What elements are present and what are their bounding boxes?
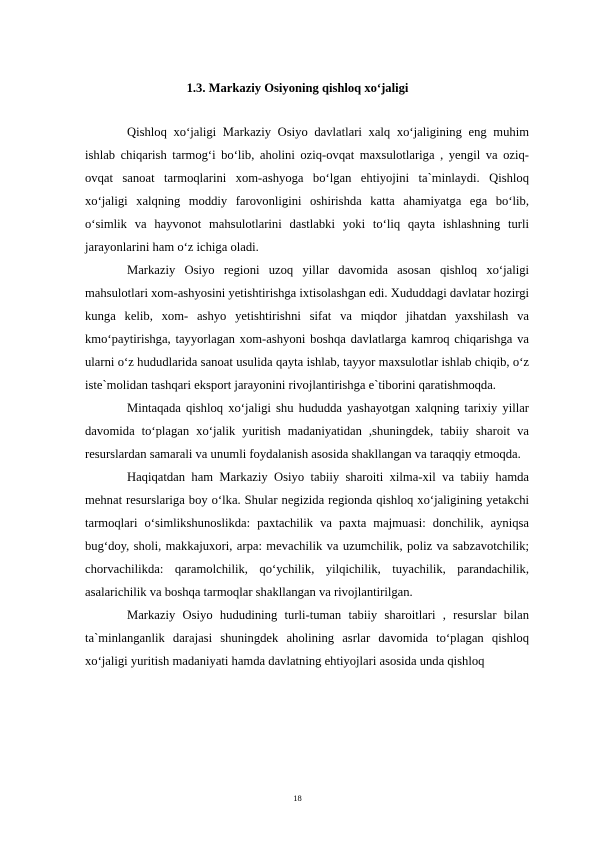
body-text: [85, 121, 529, 673]
paragraph: Markaziy Osiyo hududining turli-tuman tabiiy sharoitlari , resurslar bilan ta`minlanganlik darajasi shuningdek aholining asrlar davomida to‘plagan qishloq xo‘jaligi yuritish madaniyati hamda davlatning ehtiyojlari asosida unda qishloq: [85, 608, 529, 668]
page-number: 18: [293, 793, 302, 803]
paragraph: Mintaqada qishloq xo‘jaligi shu hududda yashayotgan xalqning tarixiy yillar davomida to‘plagan xo‘jalik yuritish madaniyatidan ,shuningdek, tabiiy sharoit va resurslardan samarali va unumli foydalanish asosida shakllangan va taraqqiy etmoqda.: [85, 401, 529, 461]
section-title: 1.3. Markaziy Osiyoning qishloq xo‘jaligi: [186, 81, 409, 95]
paragraph: Markaziy Osiyo regioni uzoq yillar davomida asosan qishloq xo‘jaligi mahsulotlari xom-ashyosini yetishtirishga ixtisolashgan edi. Xududdagi davlatar hozirgi kunga kelib, xom- ashyo yetishtirishni sifat va miqdor jihatdan yaxshilash va kmo‘paytirishga, tayyorlagan xom-ashyoni boshqa davlatlarga kamroq chiqarishga va ularni o‘z hududlarida sanoat usulida qayta ishlab, tayyor maxsulotlar ishlab chiqib, o‘z iste`molidan tashqari eksport jarayonini rivojlantirishga e`tiborini qaratishmoqda.: [85, 263, 529, 392]
paragraph: Qishloq xo‘jaligi Markaziy Osiyo davlatlari xalq xo‘jaligining eng muhim ishlab chiqarish tarmog‘i bo‘lib, aholini oziq-ovqat maxsulotlariga , yengil va oziq-ovqat sanoat tarmoqlarini xom-ashyoga bo‘lgan ehtiyojini ta`minlaydi. Qishloq xo‘jaligi xalqning moddiy farovonligini oshirishda katta ahamiyatga ega bo‘lib, o‘simlik va hayvonot mahsulotlarini dastlabki yoki to‘liq qayta ishlashning turli jarayonlarini ham o‘z ichiga oladi.: [85, 125, 529, 254]
paragraph: Haqiqatdan ham Markaziy Osiyo tabiiy sharoiti xilma-xil va tabiiy hamda mehnat resurslariga boy o‘lka. Shular negizida regionda qishloq xo‘jaligining yetakchi tarmoqlari o‘simlikshunoslikda: paxtachilik va paxta majmuasi: donchilik, ayniqsa bug‘doy, sholi, makkajuxori, arpa: mevachilik va uzumchilik, poliz va sabzavotchilik; chorvachilikda: qaramolchilik, qo‘ychilik, yilqichilik, tuyachilik, parandachilik, asalarichilik va boshqa tarmoqlar shakllangan va rivojlantirilgan.: [85, 470, 529, 599]
